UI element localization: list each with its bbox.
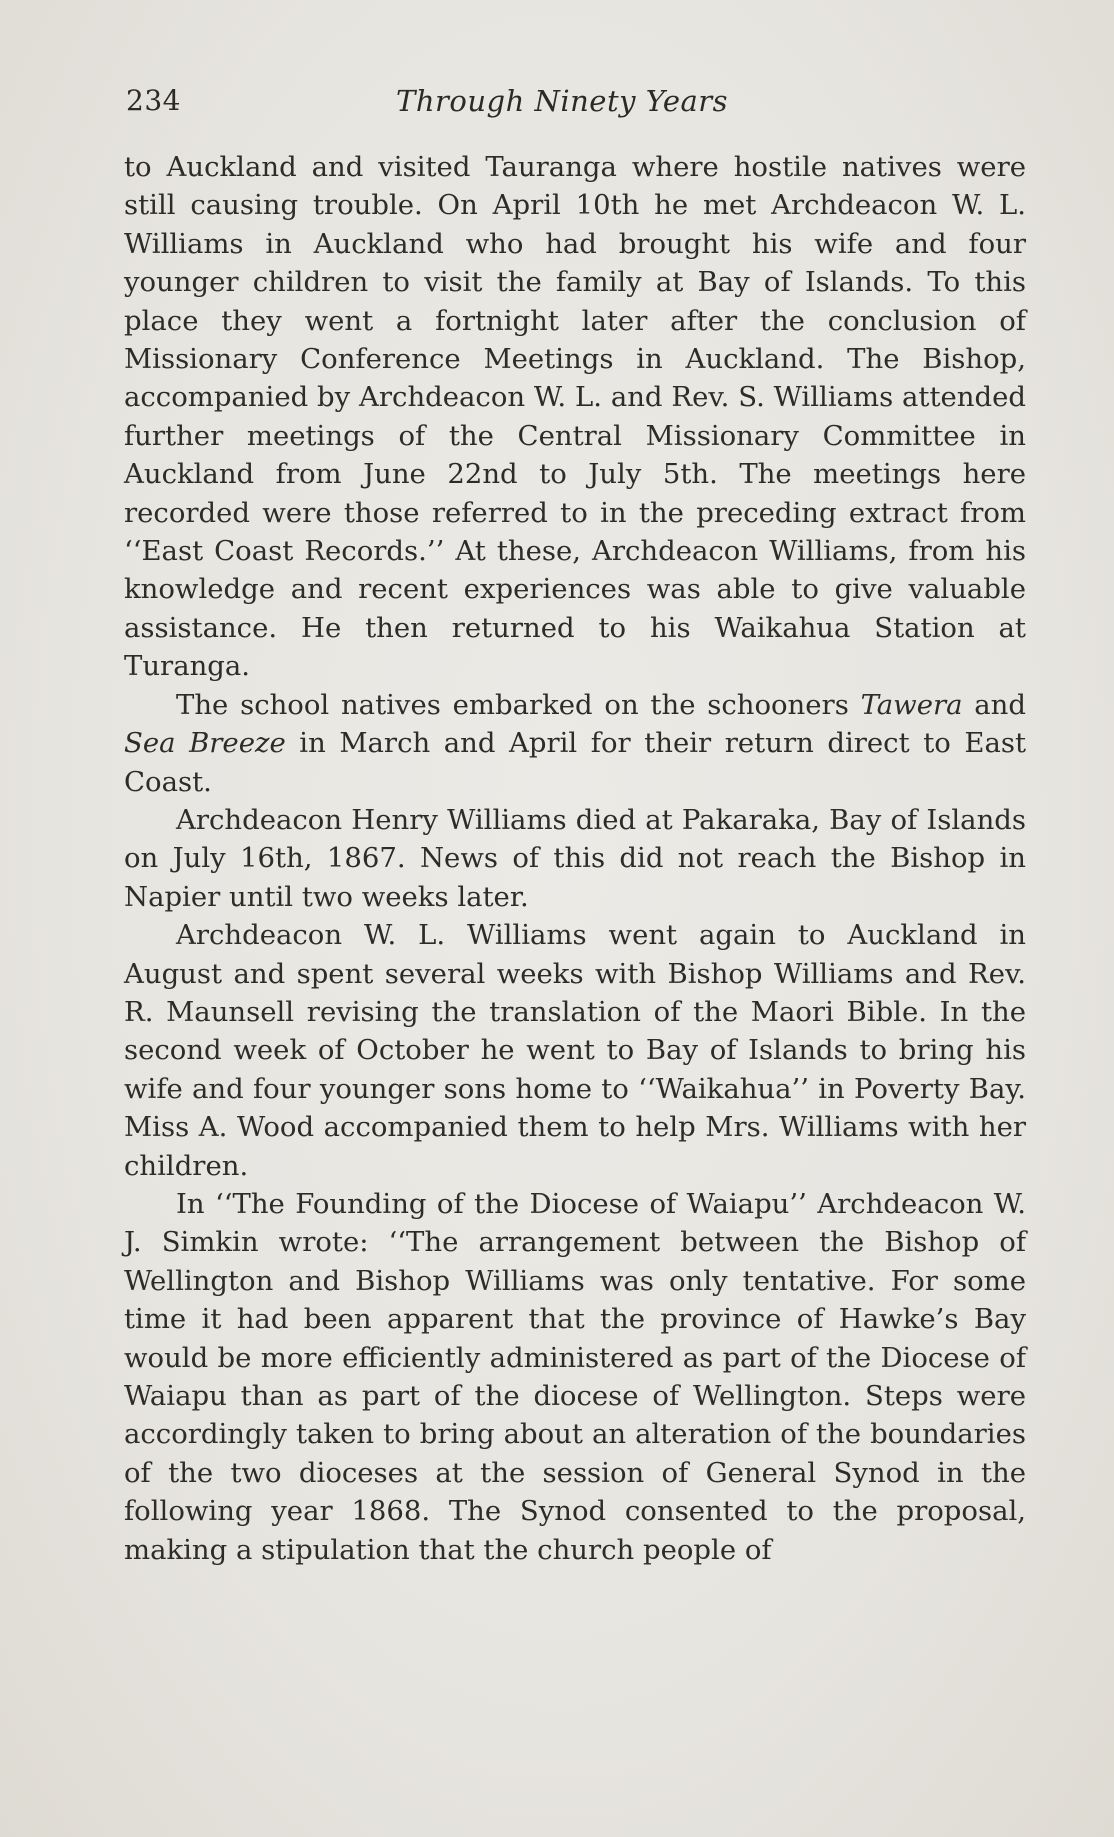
paragraph-1-text: to Auckland and visited Tauranga where hostile natives were still causing trouble. On April 10th he met Archdeacon W. L. Williams in Auckland who had brought his wife and four younger children to visit the family at Bay of Islands. To this place they went a fortnight later after the conclusion of Missionary Conference Meetings in Auckland. The Bishop, accompanied by Archdeacon W. L. and Rev. S. Williams attended further meetings of the Central Missionary Committee in Auckland from June 22nd to July 5th. The meetings here recorded were those referred to in the preceding extract from ‘‘East Coast Records.’’ At these, Archdeacon Williams, from his knowledge and recent experiences was able to give valuable assistance. He then returned to his Waikahua Station at Turanga. bbox=[124, 151, 1026, 683]
ship-name-sea-breeze: Sea Breeze bbox=[124, 727, 286, 760]
paragraph-4 bbox=[124, 916, 1026, 1185]
paragraph-2 bbox=[124, 686, 1026, 801]
paragraph-2-text-c: in March and April for their return direct to East Coast. bbox=[124, 727, 1026, 798]
paragraph-3-text: Archdeacon Henry Williams died at Pakaraka, Bay of Islands on July 16th, 1867. News of this did not reach the Bishop in Napier until two weeks later. bbox=[124, 803, 1026, 913]
page-number: 234 bbox=[126, 84, 181, 117]
paragraph-3 bbox=[124, 801, 1026, 916]
paragraph-2-text-b: and bbox=[962, 688, 1026, 721]
body-text bbox=[124, 148, 1026, 1569]
paragraph-1 bbox=[124, 148, 1026, 686]
paragraph-4-text: Archdeacon W. L. Williams went again to Auckland in August and spent several weeks with Bishop Williams and Rev. R. Maunsell revising the translation of the Maori Bible. In the second week of October he went to Bay of Islands to bring his wife and four younger sons home to ‘‘Waikahua’’ in Poverty Bay. Miss A. Wood accompanied them to help Mrs. Williams with her children. bbox=[124, 919, 1026, 1182]
page-header bbox=[126, 84, 1026, 124]
paragraph-5-text: In ‘‘The Founding of the Diocese of Waiapu’’ Archdeacon W. J. Simkin wrote: ‘‘The arrangement between the Bishop of Wellington and Bishop Williams was only tentative. For some time it had been apparent that the province of Hawke’s Bay would be more efficiently administered as part of the Diocese of Waiapu than as part of the diocese of Wellington. Steps were accordingly taken to bring about an alteration of the boundaries of the two dioceses at the session of General Synod in the following year 1868. The Synod consented to the proposal, making a stipulation that the church people of bbox=[124, 1187, 1026, 1566]
paragraph-2-text-a: The school natives embarked on the schooners bbox=[176, 688, 861, 721]
running-title: Through Ninety Years bbox=[396, 84, 729, 118]
paragraph-5 bbox=[124, 1185, 1026, 1569]
ship-name-tawera: Tawera bbox=[860, 688, 963, 721]
